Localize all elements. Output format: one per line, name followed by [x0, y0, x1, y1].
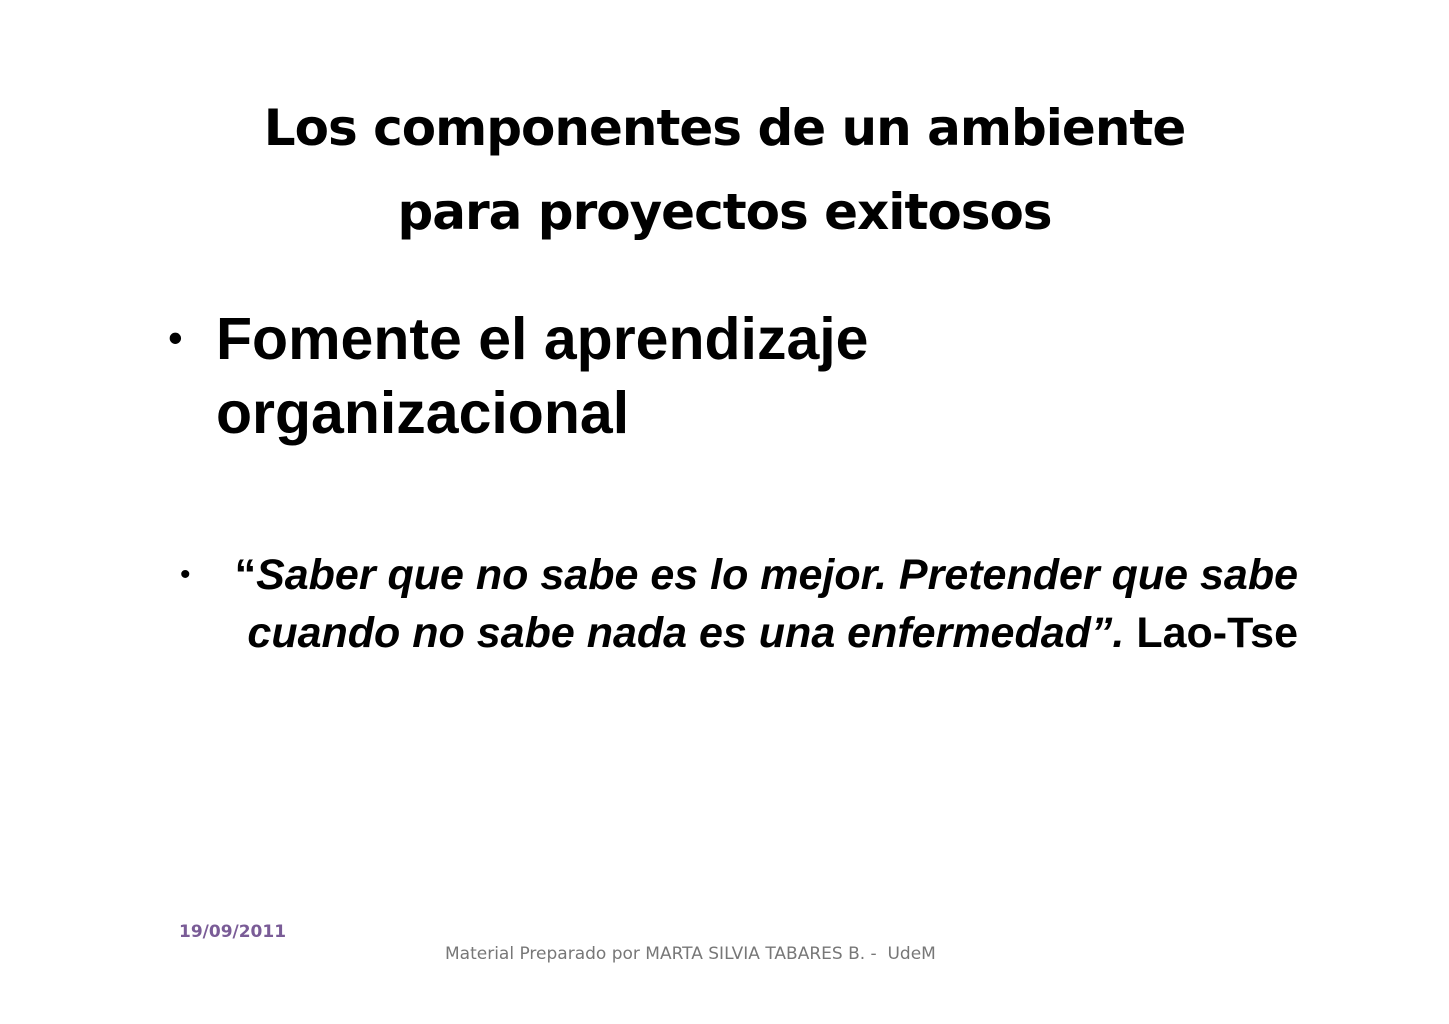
bullet-text-line-2: organizacional [216, 380, 630, 446]
slide-footer: Material Preparado por MARTA SILVIA TABARES B. - UdeM [445, 944, 936, 964]
slide-title-line-2: para proyectos exitosos [397, 183, 1052, 241]
quote-open-mark: “ [234, 551, 257, 599]
bullet-item-learning [168, 302, 1068, 450]
quote-body: Saber que no sabe es lo mejor. Pretender que sabe cuando no sabe nada es una enfermedad”. [247, 551, 1298, 657]
bullet-text-line-1: Fomente el aprendizaje [216, 306, 869, 372]
bullet-icon: • [180, 558, 191, 591]
bullet-text [216, 302, 1068, 450]
quote-text [228, 546, 1298, 662]
quote-item [180, 546, 1298, 662]
quote-author: Lao-Tse [1136, 609, 1298, 657]
slide-title-line-1: Los componentes de un ambiente [263, 99, 1186, 157]
bullet-icon: • [168, 314, 183, 361]
slide-date: 19/09/2011 [179, 922, 287, 942]
slide-title [150, 86, 1299, 254]
